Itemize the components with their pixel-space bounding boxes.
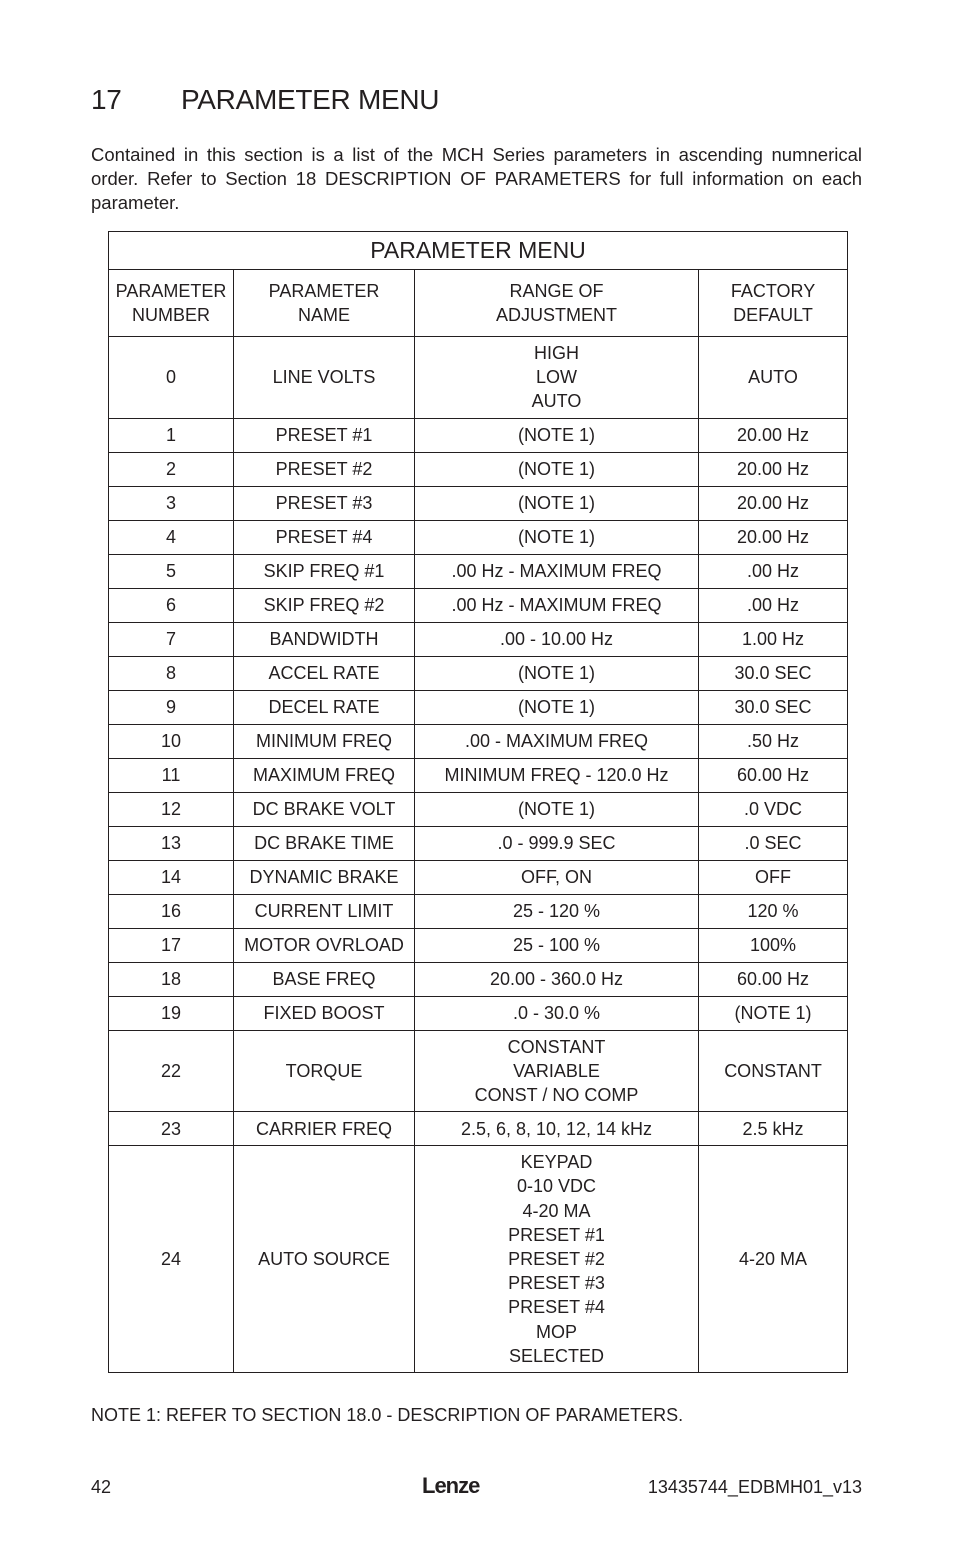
param-range [415, 996, 699, 1030]
param-number: 19 [109, 996, 234, 1030]
range-option: .00 - 10.00 Hz [499, 629, 614, 649]
param-range [415, 337, 699, 419]
range-option: LOW [535, 367, 577, 388]
table-row [109, 758, 848, 792]
document-id: 13435744_EDBMH01_v13 [647, 1477, 862, 1497]
param-default: 20.00 Hz [699, 486, 848, 520]
param-number: 10 [109, 724, 234, 758]
param-default: OFF [699, 860, 848, 894]
param-number: 9 [109, 690, 234, 724]
range-option: (NOTE 1) [517, 459, 595, 479]
table-row [109, 690, 848, 724]
range-option: .00 Hz - MAXIMUM FREQ [451, 595, 662, 615]
param-default: 20.00 Hz [699, 418, 848, 452]
param-name: PRESET #2 [234, 452, 415, 486]
param-name: TORQUE [234, 1030, 415, 1112]
param-range [415, 962, 699, 996]
param-number: 4 [109, 520, 234, 554]
range-option: PRESET #3 [508, 1273, 605, 1294]
table-row [109, 826, 848, 860]
param-default: 1.00 Hz [699, 622, 848, 656]
param-name: MOTOR OVRLOAD [234, 928, 415, 962]
range-option: 25 - 100 % [512, 935, 601, 955]
param-default: 2.5 kHz [699, 1112, 848, 1146]
range-option: MINIMUM FREQ - 120.0 Hz [444, 765, 669, 785]
table-title: PARAMETER MENU [109, 232, 848, 270]
param-range [415, 520, 699, 554]
param-name: MAXIMUM FREQ [234, 758, 415, 792]
range-option: 20.00 - 360.0 Hz [489, 969, 624, 989]
header-parameter-name: PARAMETER NAME [234, 270, 415, 337]
range-option: PRESET #2 [508, 1249, 605, 1270]
range-option: PRESET #1 [508, 1224, 605, 1245]
table-row [109, 588, 848, 622]
range-option: OFF, ON [521, 867, 592, 887]
param-range [415, 1146, 699, 1373]
range-option: AUTO [531, 391, 582, 412]
param-name: SKIP FREQ #1 [234, 554, 415, 588]
table-row [109, 486, 848, 520]
param-range [415, 452, 699, 486]
param-range [415, 724, 699, 758]
param-range [415, 486, 699, 520]
lenze-logo: Lenze [422, 1473, 480, 1498]
range-option: (NOTE 1) [517, 493, 595, 513]
table-row [109, 962, 848, 996]
parameter-rows [109, 337, 848, 1373]
param-default: 30.0 SEC [699, 690, 848, 724]
param-number: 8 [109, 656, 234, 690]
param-name: ACCEL RATE [234, 656, 415, 690]
range-option: MOP [535, 1321, 577, 1342]
param-number: 23 [109, 1112, 234, 1146]
range-option: 25 - 120 % [512, 901, 601, 921]
param-number: 12 [109, 792, 234, 826]
table-row [109, 656, 848, 690]
param-number: 18 [109, 962, 234, 996]
header-range-of-adjustment: RANGE OF ADJUSTMENT [415, 270, 699, 337]
intro-paragraph: Contained in this section is a list of the MCH Series parameters in ascending numnerical order. Refer to Section 18 DESCRIPTION OF PARAMETERS for full information on each parameter. [91, 144, 862, 213]
param-name: DECEL RATE [234, 690, 415, 724]
param-name: CURRENT LIMIT [234, 894, 415, 928]
param-default: .0 VDC [699, 792, 848, 826]
param-number: 5 [109, 554, 234, 588]
table-row [109, 1146, 848, 1373]
param-default: 60.00 Hz [699, 758, 848, 792]
param-range [415, 1030, 699, 1112]
table-row [109, 418, 848, 452]
param-name: LINE VOLTS [234, 337, 415, 419]
param-default: 60.00 Hz [699, 962, 848, 996]
range-option: (NOTE 1) [517, 527, 595, 547]
range-option: 4-20 MA [522, 1200, 591, 1221]
param-range [415, 588, 699, 622]
param-range [415, 826, 699, 860]
param-name: BANDWIDTH [234, 622, 415, 656]
range-option: (NOTE 1) [517, 663, 595, 683]
param-number: 1 [109, 418, 234, 452]
range-option: .00 - MAXIMUM FREQ [464, 731, 648, 751]
param-number: 14 [109, 860, 234, 894]
table-row [109, 1030, 848, 1112]
param-default: 20.00 Hz [699, 452, 848, 486]
param-range [415, 690, 699, 724]
section-heading [91, 84, 439, 116]
table-row [109, 724, 848, 758]
param-default: CONSTANT [699, 1030, 848, 1112]
param-range [415, 792, 699, 826]
section-number: 17 [91, 84, 122, 115]
table-row [109, 792, 848, 826]
range-option: HIGH [534, 343, 579, 363]
range-option: (NOTE 1) [517, 697, 595, 717]
param-name: AUTO SOURCE [234, 1146, 415, 1373]
param-default: 30.0 SEC [699, 656, 848, 690]
param-name: PRESET #1 [234, 418, 415, 452]
param-number: 16 [109, 894, 234, 928]
param-name: DC BRAKE TIME [234, 826, 415, 860]
range-option: 0-10 VDC [516, 1176, 597, 1197]
param-range [415, 622, 699, 656]
param-range [415, 418, 699, 452]
param-name: DYNAMIC BRAKE [234, 860, 415, 894]
page-number: 42 [91, 1477, 112, 1497]
parameter-table [108, 231, 848, 1373]
param-default: .00 Hz [699, 554, 848, 588]
param-range [415, 860, 699, 894]
range-option: KEYPAD [520, 1152, 593, 1173]
param-number: 7 [109, 622, 234, 656]
param-default: 100% [699, 928, 848, 962]
range-option: SELECTED [508, 1345, 605, 1366]
param-default: AUTO [699, 337, 848, 419]
param-range [415, 554, 699, 588]
header-factory-default: FACTORY DEFAULT [699, 270, 848, 337]
range-option: 2.5, 6, 8, 10, 12, 14 kHz [460, 1118, 653, 1139]
param-name: CARRIER FREQ [234, 1112, 415, 1146]
table-row [109, 452, 848, 486]
table-row [109, 894, 848, 928]
param-range [415, 894, 699, 928]
param-default: 120 % [699, 894, 848, 928]
param-default: .50 Hz [699, 724, 848, 758]
param-default: 20.00 Hz [699, 520, 848, 554]
param-default: 4-20 MA [699, 1146, 848, 1373]
table-row [109, 928, 848, 962]
param-default: .00 Hz [699, 588, 848, 622]
param-default: .0 SEC [699, 826, 848, 860]
param-name: DC BRAKE VOLT [234, 792, 415, 826]
param-name: FIXED BOOST [234, 996, 415, 1030]
table-row [109, 337, 848, 419]
param-range [415, 656, 699, 690]
param-number: 11 [109, 758, 234, 792]
table-row [109, 860, 848, 894]
param-number: 6 [109, 588, 234, 622]
range-option: VARIABLE [513, 1060, 600, 1081]
footnote: NOTE 1: REFER TO SECTION 18.0 - DESCRIPTION OF PARAMETERS. [91, 1405, 684, 1425]
param-range [415, 1112, 699, 1146]
param-name: PRESET #4 [234, 520, 415, 554]
table-row [109, 520, 848, 554]
param-name: BASE FREQ [234, 962, 415, 996]
table-row [109, 554, 848, 588]
range-option: .00 Hz - MAXIMUM FREQ [451, 561, 662, 581]
param-number: 13 [109, 826, 234, 860]
table-row [109, 996, 848, 1030]
header-parameter-number: PARAMETER NUMBER [109, 270, 234, 337]
param-number: 0 [109, 337, 234, 419]
param-default: (NOTE 1) [699, 996, 848, 1030]
range-option: (NOTE 1) [517, 799, 595, 819]
range-option: PRESET #4 [508, 1297, 605, 1318]
section-title: PARAMETER MENU [181, 84, 440, 115]
range-option: CONSTANT [507, 1036, 606, 1057]
range-option: .0 - 30.0 % [512, 1003, 601, 1023]
param-name: MINIMUM FREQ [234, 724, 415, 758]
param-number: 22 [109, 1030, 234, 1112]
param-range [415, 928, 699, 962]
param-name: SKIP FREQ #2 [234, 588, 415, 622]
param-number: 3 [109, 486, 234, 520]
param-range [415, 758, 699, 792]
range-option: (NOTE 1) [517, 425, 595, 445]
range-option: .0 - 999.9 SEC [497, 833, 616, 853]
table-row [109, 622, 848, 656]
param-number: 17 [109, 928, 234, 962]
param-number: 24 [109, 1146, 234, 1373]
param-number: 2 [109, 452, 234, 486]
param-name: PRESET #3 [234, 486, 415, 520]
table-row [109, 1112, 848, 1146]
range-option: CONST / NO COMP [474, 1085, 639, 1106]
column-headers [109, 270, 848, 337]
